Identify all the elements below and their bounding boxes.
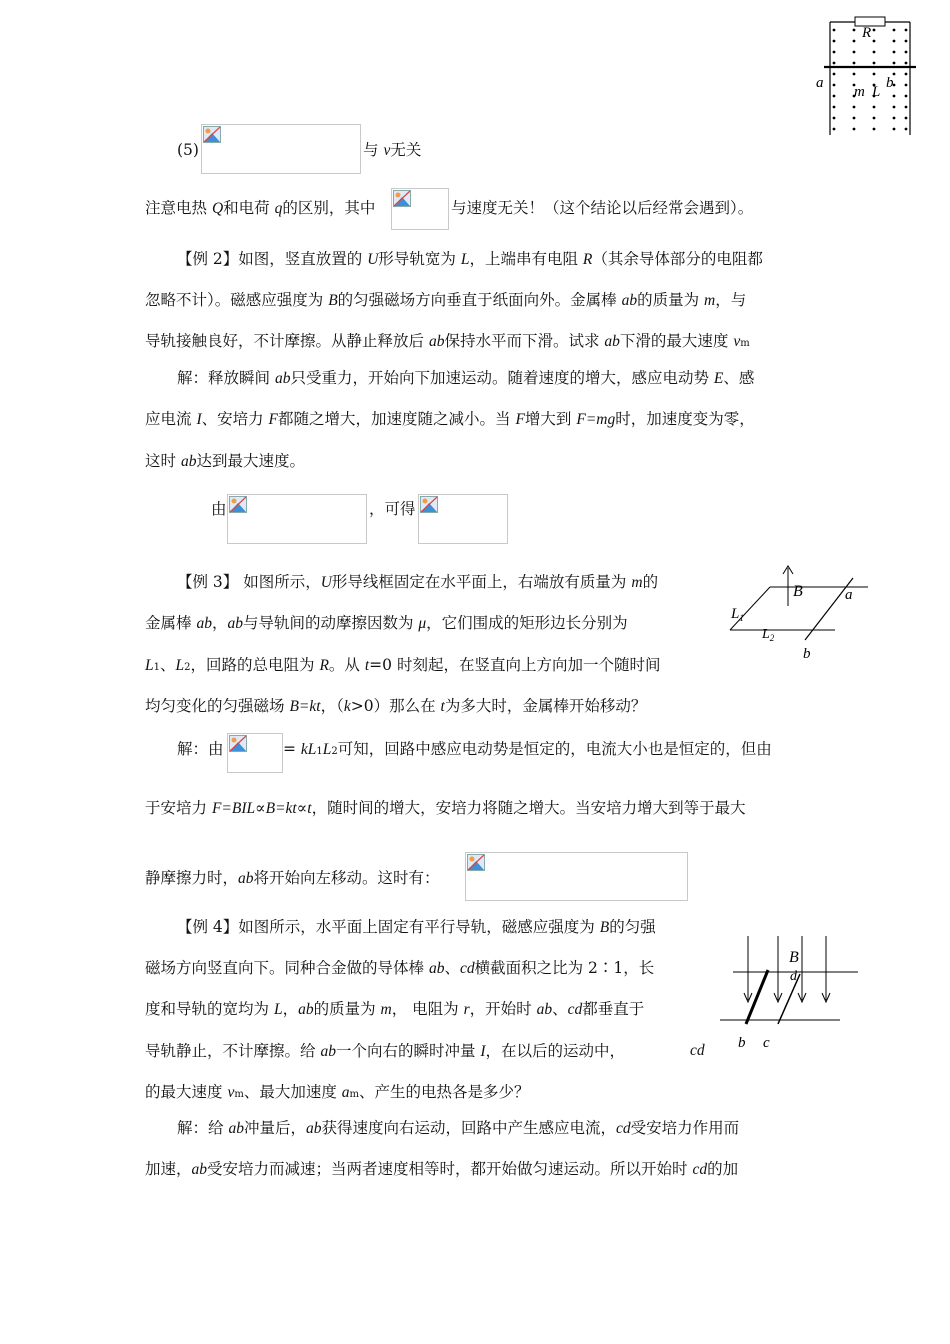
field-dot	[833, 62, 836, 65]
field-dot	[853, 29, 856, 32]
label-R: R	[862, 25, 872, 41]
field-dot	[873, 51, 876, 54]
field-dot	[893, 51, 896, 54]
field-dot	[853, 106, 856, 109]
label-b: b	[738, 1035, 746, 1051]
ex3-line-2: 金属棒 ab，ab与导轨间的动摩擦因数为 μ，它们围成的矩形边长分别为	[145, 614, 628, 632]
ex3-solution-1a: 解：由	[177, 740, 224, 758]
ex2-solution-3: 这时 ab达到最大速度。	[145, 452, 305, 470]
formula-image-ex2-b	[418, 494, 508, 544]
field-dot	[853, 51, 856, 54]
label-b: b	[803, 646, 811, 662]
label-L1: $L_1$	[731, 606, 744, 623]
field-arrows	[744, 936, 830, 1002]
field-dot	[905, 128, 908, 131]
field-dot	[905, 84, 908, 87]
ex4-line-4: 导轨静止，不计摩擦。给 ab一个向右的瞬时冲量 I，在以后的运动中， cd	[145, 1042, 705, 1060]
label-L: L	[872, 84, 881, 100]
label-a: a	[845, 587, 853, 603]
field-dot	[893, 40, 896, 43]
image-placeholder-icon	[229, 496, 247, 513]
field-dot	[833, 106, 836, 109]
field-dot	[853, 62, 856, 65]
ex2-solution-2: 应电流 I、安培力 F都随之增大，加速度随之减小。当 F增大到 F=mg时，加速度变为零，	[145, 410, 755, 428]
formula-image-5	[201, 124, 361, 174]
item-number: (5)	[177, 141, 199, 159]
ex4-line-2: 磁场方向竖直向下。同种合金做的导体棒 ab、cd横截面积之比为 2∶1，长	[145, 959, 655, 977]
field-dot	[853, 40, 856, 43]
ex3-solution-1b: = kL1L2可知，回路中感应电动势是恒定的，电流大小也是恒定的，但由	[283, 740, 772, 758]
ex4-line-1: 【例 4】如图所示，水平面上固定有平行导轨，磁感应强度为 B的匀强	[177, 918, 656, 936]
field-dot	[853, 117, 856, 120]
field-dot	[873, 106, 876, 109]
field-dot	[905, 29, 908, 32]
image-placeholder-icon	[229, 735, 247, 752]
field-dot	[833, 51, 836, 54]
label-B: B	[793, 583, 803, 600]
field-dot	[905, 40, 908, 43]
field-dot	[893, 95, 896, 98]
formula-5-tail: 与 v无关	[363, 141, 422, 159]
field-dot	[853, 73, 856, 76]
field-dot	[905, 51, 908, 54]
field-dot	[905, 95, 908, 98]
field-dot	[853, 128, 856, 131]
ex3-line-1: 【例 3】 如图所示，U形导线框固定在水平面上，右端放有质量为 m的	[177, 573, 659, 591]
field-dot	[833, 95, 836, 98]
field-dot	[833, 128, 836, 131]
field-dot	[833, 84, 836, 87]
ex4-line-3: 度和导轨的宽均为 L，ab的质量为 m， 电阻为 r，开始时 ab、cd都垂直于	[145, 1000, 645, 1018]
rod-ab	[746, 970, 768, 1024]
ex2-line-1: 【例 2】如图，竖直放置的 U形导轨宽为 L，上端串有电阻 R（其余导体部分的电阻都	[177, 250, 763, 268]
ex3-solution-3: 静摩擦力时，ab将开始向左移动。这时有：	[145, 869, 440, 887]
image-placeholder-icon	[467, 854, 485, 871]
formula-image-ex3-a	[227, 733, 283, 773]
ex2-solution-4a: 由	[211, 500, 227, 518]
figure-horizontal-u-frame	[725, 560, 875, 670]
field-dot	[893, 29, 896, 32]
ex2-line-2: 忽略不计）。磁感应强度为 B的匀强磁场方向垂直于纸面向外。金属棒 ab的质量为 m，与	[145, 291, 747, 309]
image-placeholder-icon	[203, 126, 221, 143]
field-dot	[873, 29, 876, 32]
ex4-line-5: 的最大速度 vm、最大加速度 am、产生的电热各是多少？	[145, 1083, 530, 1101]
field-dot	[893, 62, 896, 65]
ex2-solution-1: 解：释放瞬间 ab只受重力，开始向下加速运动。随着速度的增大，感应电动势 E、感	[177, 369, 755, 387]
field-dot	[905, 62, 908, 65]
field-dot	[873, 62, 876, 65]
field-dot	[833, 117, 836, 120]
ex3-solution-2: 于安培力 F=BIL∝B=kt∝t，随时间的增大，安培力将随之增大。当安培力增大到等于最大	[145, 799, 746, 817]
label-b: b	[886, 75, 894, 91]
label-d: d	[790, 969, 797, 984]
field-dot	[833, 29, 836, 32]
ex4-solution-2: 加速，ab受安培力而减速；当两者速度相等时，都开始做匀速运动。所以开始时 cd的加	[145, 1160, 739, 1178]
label-a: a	[816, 75, 824, 91]
field-dot	[833, 40, 836, 43]
label-c: c	[763, 1035, 770, 1051]
figure-parallel-rails	[718, 930, 868, 1055]
ex2-solution-4b: ，可得	[369, 500, 416, 518]
field-dot	[873, 73, 876, 76]
label-L2: $L_2$	[762, 627, 775, 643]
formula-image-note	[391, 188, 449, 230]
figure-u-rail-vertical	[810, 10, 920, 140]
ex3-line-3: L1、L2，回路的总电阻为 R。从 t=0 时刻起，在竖直向上方向加一个随时间	[145, 656, 661, 674]
field-dot	[893, 106, 896, 109]
note-line-start: 注意电热 Q和电荷 q的区别，其中	[145, 199, 376, 217]
formula-image-ex3-b	[465, 852, 688, 901]
ex2-line-3: 导轨接触良好，不计摩擦。从静止释放后 ab保持水平而下滑。试求 ab下滑的最大速度 vm	[145, 332, 750, 350]
note-line-end: 与速度无关！（这个结论以后经常会遇到）。	[451, 199, 754, 217]
ex4-solution-1: 解：给 ab冲量后，ab获得速度向右运动，回路中产生感应电流，cd受安培力作用而	[177, 1119, 740, 1137]
field-dot	[833, 73, 836, 76]
label-m: m	[854, 84, 865, 100]
field-dot	[873, 117, 876, 120]
ex3-line-4: 均匀变化的匀强磁场 B=kt，（k>0）那么在 t为多大时，金属棒开始移动？	[145, 697, 647, 715]
label-B: B	[789, 949, 799, 966]
field-dot	[873, 128, 876, 131]
image-placeholder-icon	[393, 190, 411, 207]
field-dot	[905, 73, 908, 76]
field-dot	[905, 117, 908, 120]
formula-image-ex2-a	[227, 494, 367, 544]
field-dot	[893, 117, 896, 120]
field-dot	[905, 106, 908, 109]
image-placeholder-icon	[420, 496, 438, 513]
field-dot	[893, 128, 896, 131]
formula-5-line	[177, 140, 199, 160]
field-dot	[873, 40, 876, 43]
